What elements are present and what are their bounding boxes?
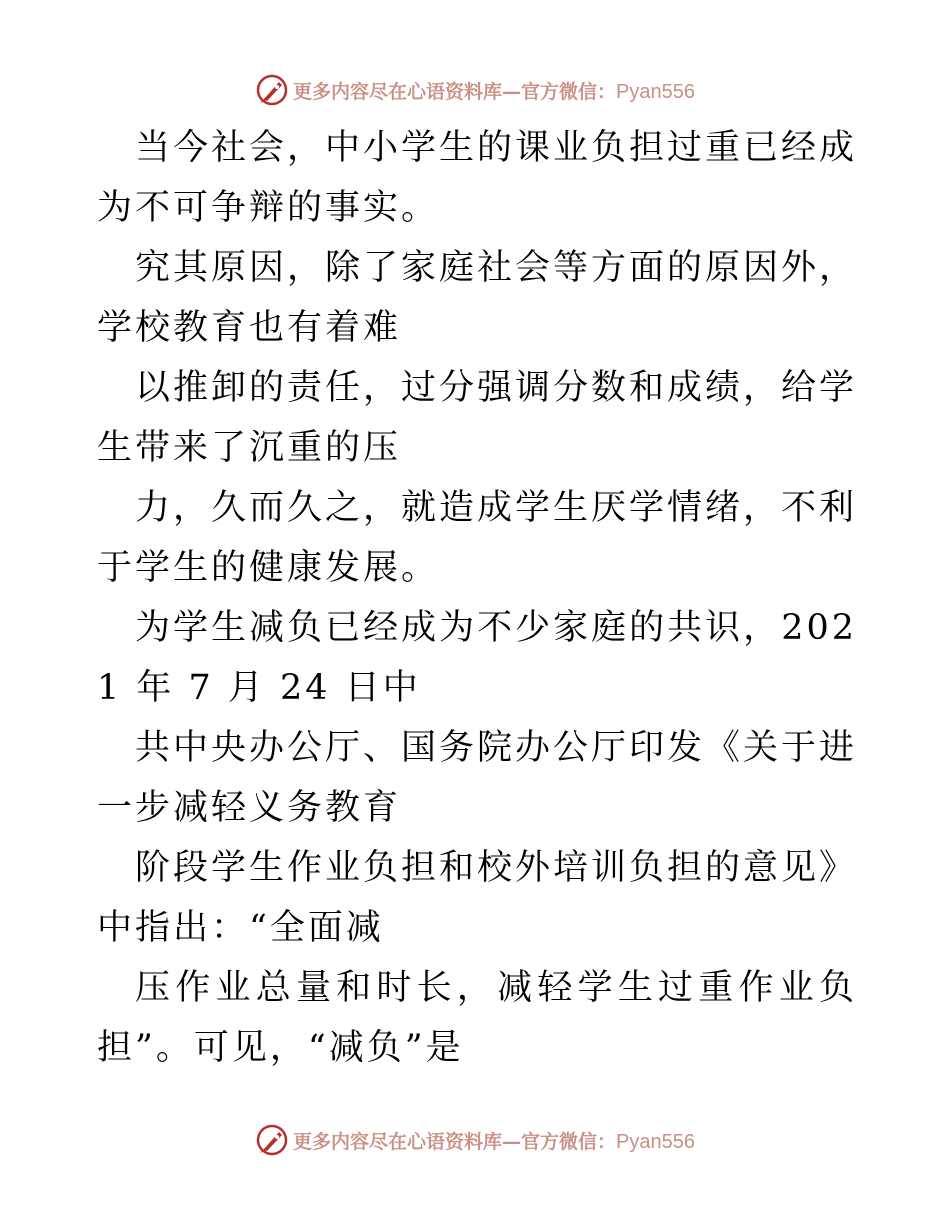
paragraph-5: 为学生减负已经成为不少家庭的共识，2021 年 7 月 24 日中	[97, 608, 857, 708]
paragraph-6: 共中央办公厅、国务院办公厅印发《关于进一步减轻义务教育	[97, 728, 858, 828]
paragraph-4: 力，久而久之，就造成学生厌学情绪，不利于学生的健康发展。	[97, 488, 858, 588]
paragraph-8: 压作业总量和时长，减轻学生过重作业负担”。可见，“减负”是	[97, 968, 857, 1068]
header-banner-id: Pyan556	[616, 80, 695, 103]
header-banner-cn: 更多内容尽在心语资料库—官方微信：	[293, 80, 617, 103]
pen-nib-logo-icon	[255, 73, 289, 107]
document-body	[97, 118, 857, 1078]
paragraph-7: 阶段学生作业负担和校外培训负担的意见》中指出：“全面减	[97, 848, 858, 948]
footer-banner-text	[293, 1127, 695, 1154]
paragraph-3: 以推卸的责任，过分强调分数和成绩，给学生带来了沉重的压	[97, 368, 858, 468]
footer-banner-id: Pyan556	[616, 1130, 695, 1153]
header-banner	[0, 70, 950, 110]
paragraph-2: 究其原因，除了家庭社会等方面的原因外，学校教育也有着难	[97, 248, 858, 348]
pen-nib-logo-icon	[255, 1123, 289, 1157]
paragraph-1: 当今社会，中小学生的课业负担过重已经成为不可争辩的事实。	[97, 128, 858, 228]
footer-banner-cn: 更多内容尽在心语资料库—官方微信：	[293, 1130, 617, 1153]
header-banner-text	[293, 77, 695, 104]
footer-banner	[0, 1120, 950, 1160]
